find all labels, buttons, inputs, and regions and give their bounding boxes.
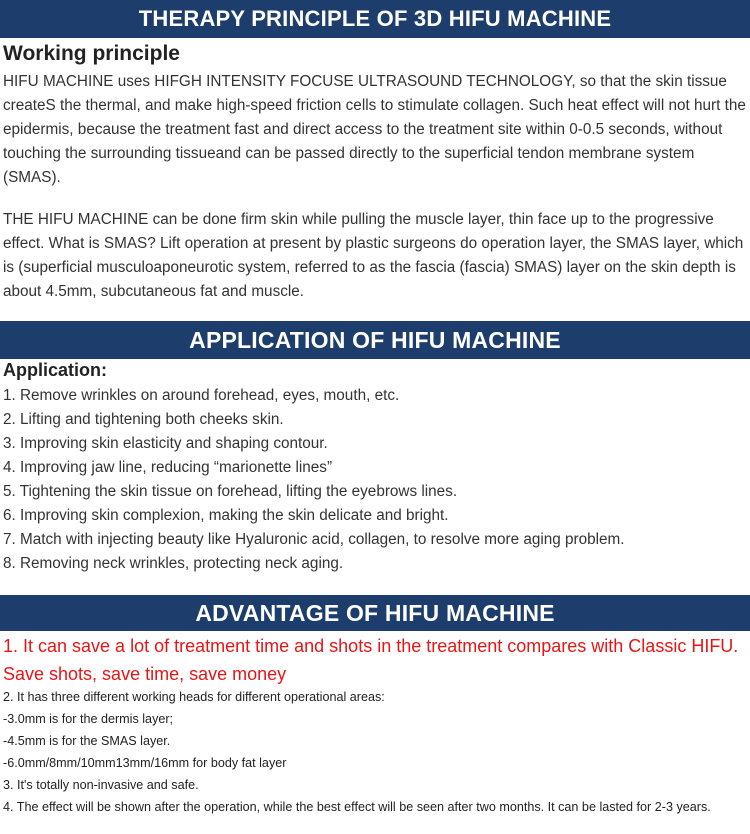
application-item: 8. Removing neck wrinkles, protecting neck aging. [3,555,344,572]
therapy-principle-banner: THERAPY PRINCIPLE OF 3D HIFU MACHINE [0,0,750,38]
advantage-item: -4.5mm is for the SMAS layer. [3,734,171,748]
application-item: 1. Remove wrinkles on around forehead, eyes, mouth, etc. [3,387,400,404]
advantage-item: 4. The effect will be shown after the operation, while the best effect will be seen after two months. It can be lasted for 2-3 years. [3,800,711,814]
application-item: 3. Improving skin elasticity and shaping contour. [3,435,328,452]
advantage-item: -6.0mm/8mm/10mm13mm/16mm for body fat layer [3,756,287,770]
application-item: 4. Improving jaw line, reducing “marionette lines” [3,459,333,476]
application-banner: APPLICATION OF HIFU MACHINE [0,321,750,359]
application-item: 7. Match with injecting beauty like Hyaluronic acid, collagen, to resolve more aging problem. [3,531,625,548]
application-item: 2. Lifting and tightening both cheeks skin. [3,411,284,428]
advantage-item: 2. It has three different working heads for different operational areas: [3,690,385,704]
application-item: 6. Improving skin complexion, making the skin delicate and bright. [3,507,449,524]
advantage-list [3,686,748,818]
application-item: 5. Tightening the skin tissue on forehead, lifting the eyebrows lines. [3,483,458,500]
application-heading: Application: [3,360,107,380]
advantage-item: 3. It's totally non-invasive and safe. [3,778,199,792]
application-list [3,384,747,576]
working-principle-paragraph-2: THE HIFU MACHINE can be done firm skin while pulling the muscle layer, thin face up to the progressive effect. What is SMAS? Lift operation at present by plastic surgeons do operation layer, the SMAS layer, which is (superficial musculoaponeurotic system, referred to as the fascia (fascia) SMAS) layer on the skin depth is about 4.5mm, subcutaneous fat and muscle. [3,211,744,300]
working-principle-heading: Working principle [3,42,180,65]
advantage-banner: ADVANTAGE OF HIFU MACHINE [0,595,750,631]
working-principle-paragraph-1: HIFU MACHINE uses HIFGH INTENSITY FOCUSE ULTRASOUND TECHNOLOGY, so that the skin tissue createS the thermal, and make high-speed friction cells to stimulate collagen. Such heat effect will not hurt the epidermis, because the treatment fast and direct access to the treatment site within 0-0.5 seconds, without touching the surrounding tissueand can be passed directly to the superficial tendon membrane system (SMAS). [3,73,746,186]
advantage-item: -3.0mm is for the dermis layer; [3,712,174,726]
advantage-highlight: 1. It can save a lot of treatment time and shots in the treatment compares with Classic HIFU. Save shots, save time, save money [3,636,739,684]
